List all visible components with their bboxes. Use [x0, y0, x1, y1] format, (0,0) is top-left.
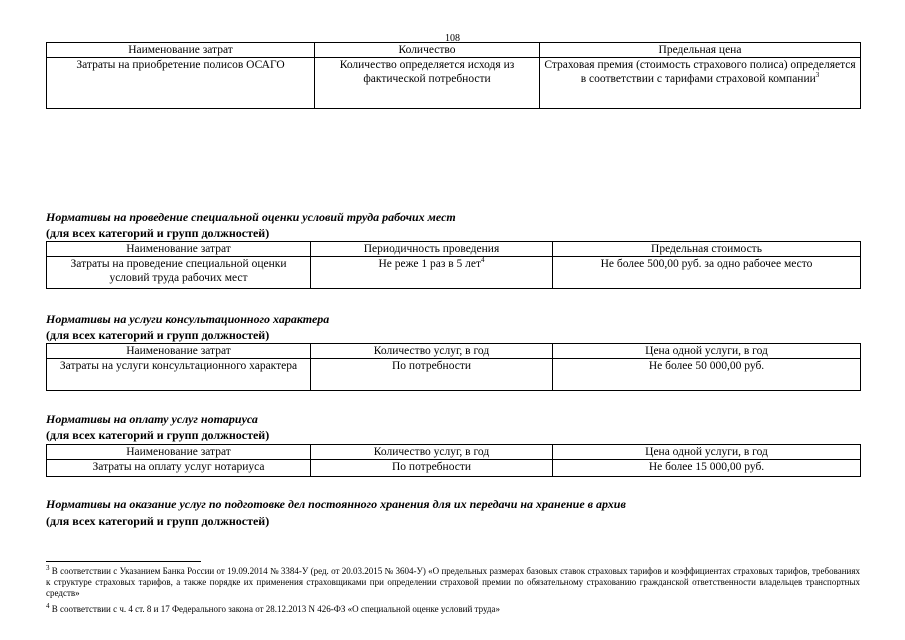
header-cell: Наименование затрат	[47, 242, 311, 257]
footnote-ref: 3	[815, 71, 820, 80]
footnote	[46, 566, 860, 599]
header-cell: Наименование затрат	[47, 445, 311, 460]
footnote-text: В соответствии с ч. 4 ст. 8 и 17 Федерального закона от 28.12.2013 N 426-ФЗ «О специальной оценке условий труда»	[49, 604, 500, 614]
quantity-cell: Количество определяется исходя из фактической потребности	[315, 58, 540, 109]
notary-table	[46, 444, 861, 477]
footnote-divider	[46, 561, 201, 562]
table-header-row	[47, 242, 861, 257]
section-title: Нормативы на услуги консультационного характера	[46, 312, 330, 326]
section-title: Нормативы на проведение специальной оценки условий труда рабочих мест	[46, 210, 456, 224]
page-number: 108	[445, 33, 460, 44]
table-header-row	[47, 445, 861, 460]
footnote	[46, 604, 860, 615]
header-cell: Цена одной услуги, в год	[553, 344, 861, 359]
section-title: Нормативы на оплату услуг нотариуса	[46, 412, 258, 426]
osago-table	[46, 42, 861, 109]
table-header-row	[47, 43, 861, 58]
header-cell: Количество услуг, в год	[311, 344, 553, 359]
footnote-ref: 4	[481, 256, 485, 265]
consulting-table	[46, 343, 861, 391]
price-cell: Не более 15 000,00 руб.	[553, 460, 861, 477]
cost-name-cell: Затраты на услуги консультационного характера	[47, 359, 311, 391]
header-cell: Цена одной услуги, в год	[553, 445, 861, 460]
table-header-row	[47, 344, 861, 359]
section-subtitle: (для всех категорий и групп должностей)	[46, 514, 270, 528]
cost-name-cell: Затраты на проведение специальной оценки условий труда рабочих мест	[47, 257, 311, 289]
section-subtitle: (для всех категорий и групп должностей)	[46, 428, 270, 442]
section-subtitle: (для всех категорий и групп должностей)	[46, 328, 270, 342]
footnote-text: В соответствии с Указанием Банка России от 19.09.2014 № 3384-У (ред. от 20.03.2015 № 3604-У) «О предельных размерах базовых ставок страховых тарифов и коэффициентах страховых тарифов, требованиях к структуре страховых тарифов, а также порядке их применения страховщиками при определении страховой премии по обязательному страхованию гражданской ответственности владельцев транспортных средств»	[46, 566, 860, 598]
price-text: Страховая премия (стоимость страхового полиса) определяется в соответствии с тарифами страховой компании	[544, 59, 856, 85]
cost-cell: Не более 500,00 руб. за одно рабочее место	[553, 257, 861, 289]
price-cell	[540, 58, 861, 109]
header-cell: Количество услуг, в год	[311, 445, 553, 460]
header-cell: Предельная цена	[540, 43, 861, 58]
table-row	[47, 257, 861, 289]
period-cell	[311, 257, 553, 289]
header-cell: Количество	[315, 43, 540, 58]
cost-name-cell: Затраты на оплату услуг нотариуса	[47, 460, 311, 477]
period-text: Не реже 1 раз в 5 лет	[378, 258, 482, 270]
footnote-number: 4	[46, 602, 50, 610]
section-title: Нормативы на оказание услуг по подготовке дел постоянного хранения для их передачи на хранение в архив	[46, 497, 626, 511]
table-row	[47, 359, 861, 391]
labor-assessment-table	[46, 241, 861, 289]
header-cell: Периодичность проведения	[311, 242, 553, 257]
cost-name-cell: Затраты на приобретение полисов ОСАГО	[47, 58, 315, 109]
quantity-cell: По потребности	[311, 359, 553, 391]
footnote-number: 3	[46, 564, 50, 572]
section-subtitle: (для всех категорий и групп должностей)	[46, 226, 270, 240]
header-cell: Предельная стоимость	[553, 242, 861, 257]
table-row	[47, 460, 861, 477]
header-cell: Наименование затрат	[47, 344, 311, 359]
table-row	[47, 58, 861, 109]
header-cell: Наименование затрат	[47, 43, 315, 58]
price-cell: Не более 50 000,00 руб.	[553, 359, 861, 391]
quantity-cell: По потребности	[311, 460, 553, 477]
